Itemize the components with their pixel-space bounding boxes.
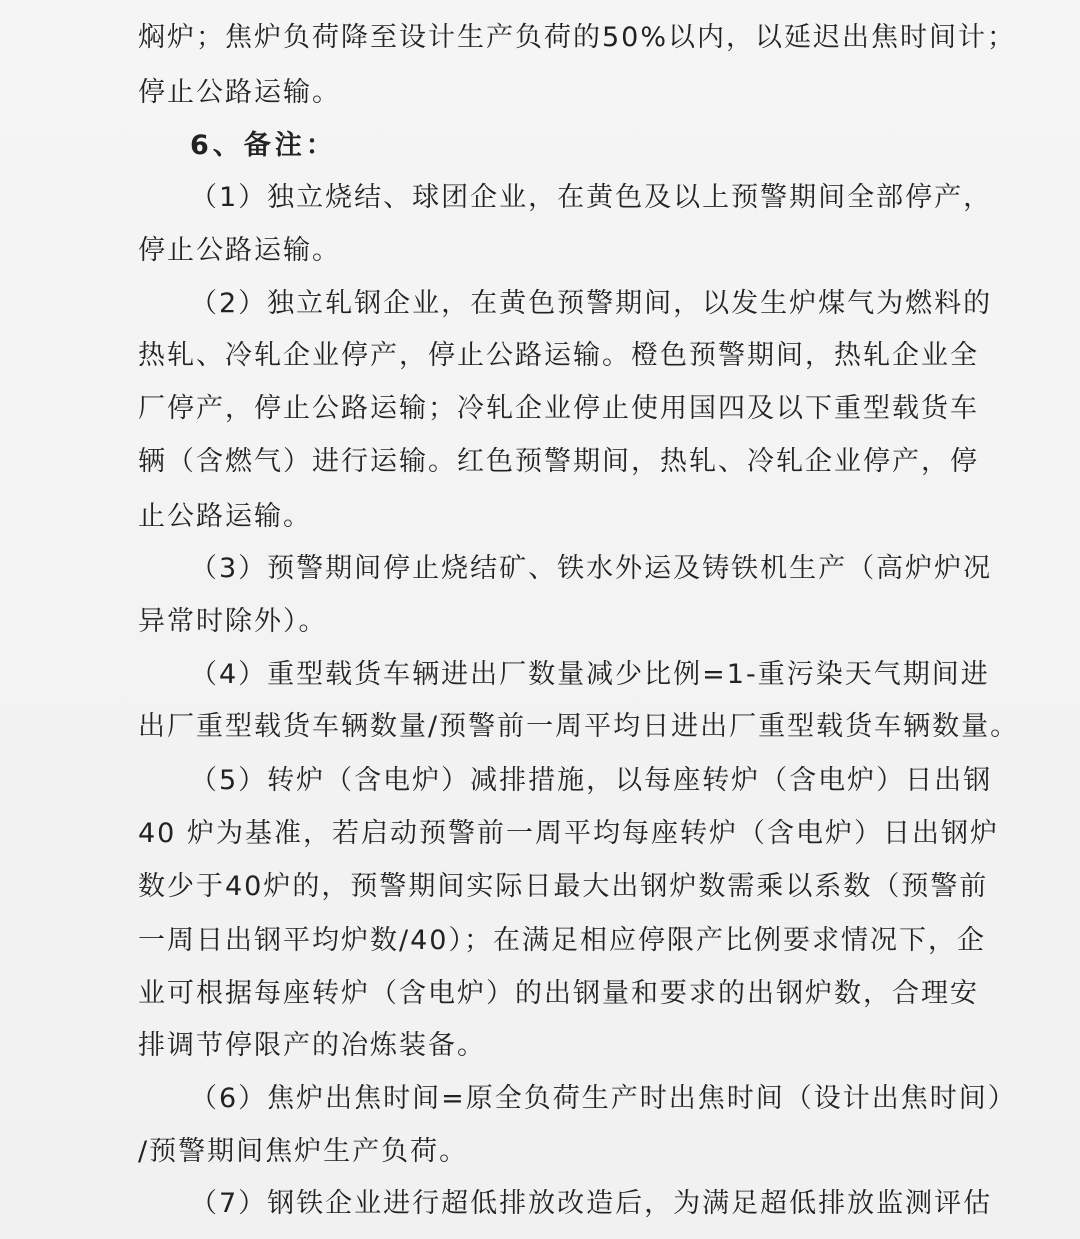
note-6-line-1: （6）焦炉出焦时间=原全负荷生产时出焦时间（设计出焦时间） (190, 1083, 1017, 1114)
note-1-line-2: 停止公路运输。 (138, 235, 341, 266)
text-line-2: 停止公路运输。 (138, 77, 341, 108)
section-heading-remarks: 6、备注： (190, 130, 337, 161)
note-4-line-1: （4）重型载货车辆进出厂数量减少比例=1-重污染天气期间进 (190, 659, 990, 690)
note-1-line-1: （1）独立烧结、球团企业，在黄色及以上预警期间全部停产， (190, 182, 993, 213)
note-5-line-6: 排调节停限产的冶炼装备。 (138, 1030, 486, 1061)
note-5-line-4: 一周日出钢平均炉数/40）；在满足相应停限产比例要求情况下，企 (138, 925, 986, 956)
note-3-line-1: （3）预警期间停止烧结矿、铁水外运及铸铁机生产（高炉炉况 (190, 553, 993, 584)
note-6-line-2: /预警期间焦炉生产负荷。 (138, 1136, 469, 1167)
note-5-line-1: （5）转炉（含电炉）减排措施，以每座转炉（含电炉）日出钢 (190, 765, 993, 796)
note-3-line-2: 异常时除外）。 (138, 606, 328, 637)
note-5-line-2: 40 炉为基准，若启动预警前一周平均每座转炉（含电炉）日出钢炉 (138, 818, 999, 849)
note-5-line-5: 业可根据每座转炉（含电炉）的出钢量和要求的出钢炉数，合理安 (138, 978, 979, 1009)
note-2-line-5: 止公路运输。 (138, 501, 312, 532)
note-5-line-3: 数少于40炉的，预警期间实际日最大出钢炉数需乘以系数（预警前 (138, 871, 989, 902)
note-2-line-1: （2）独立轧钢企业，在黄色预警期间，以发生炉煤气为燃料的 (190, 288, 993, 319)
note-4-line-2: 出厂重型载货车辆数量/预警前一周平均日进出厂重型载货车辆数量。 (138, 711, 1020, 742)
note-2-line-2: 热轧、冷轧企业停产，停止公路运输。橙色预警期间，热轧企业全 (138, 340, 979, 371)
text-line-1: 焖炉；焦炉负荷降至设计生产负荷的50%以内，以延迟出焦时间计； (138, 22, 1017, 53)
note-7-line-1: （7）钢铁企业进行超低排放改造后，为满足超低排放监测评估 (190, 1188, 993, 1219)
note-2-line-3: 厂停产，停止公路运输；冷轧企业停止使用国四及以下重型载货车 (138, 393, 979, 424)
note-2-line-4: 辆（含燃气）进行运输。红色预警期间，热轧、冷轧企业停产，停 (138, 446, 979, 477)
